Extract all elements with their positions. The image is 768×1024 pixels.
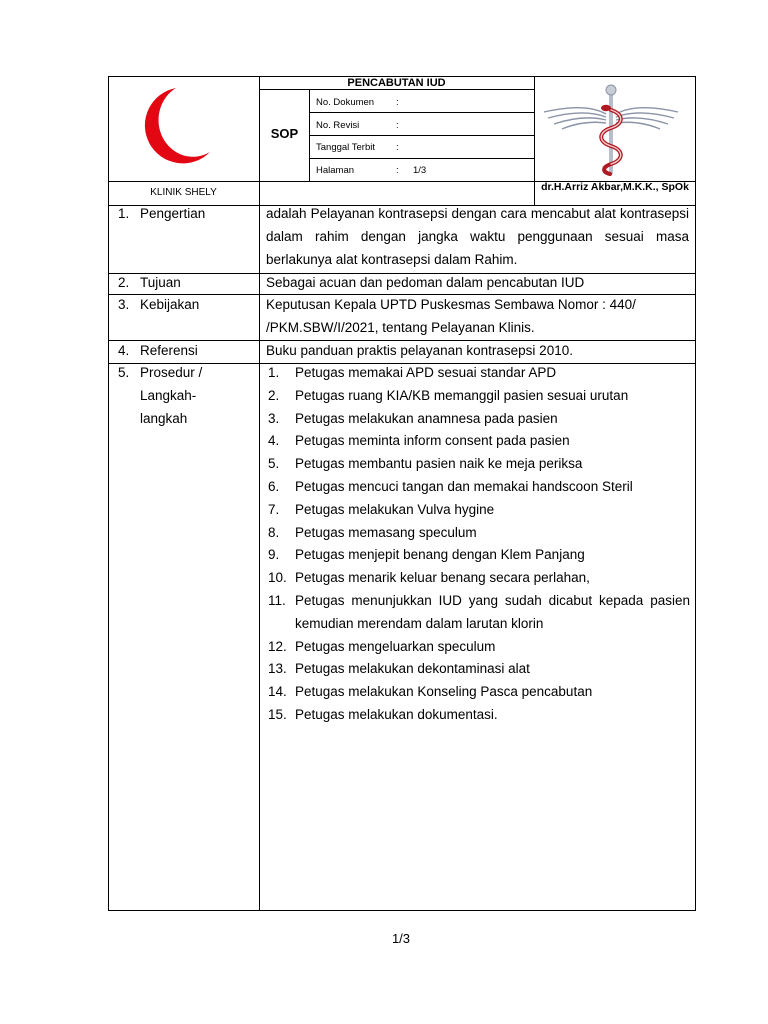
step-number: 14. <box>268 684 287 700</box>
step-text: Petugas melakukan anamnesa pada pasien <box>295 410 558 426</box>
table-border-right <box>695 76 696 911</box>
section-text-pengertian: adalah Pelayanan kontrasepsi dengan cara mencabut alat kontrasepsi dalam rahim dengan jangka waktu penggunaan sesuai masa berlakunya alat kontrasepsi dalam Rahim. <box>266 206 689 267</box>
meta-label: Tanggal Terbit <box>316 142 375 153</box>
table-border-bottom <box>108 910 696 911</box>
section-number: 1. <box>118 206 130 221</box>
sop-label: SOP <box>270 126 299 141</box>
section-number: 5. <box>118 365 130 380</box>
step-text: Petugas menarik keluar benang secara perlahan, <box>295 570 590 586</box>
list-item <box>266 636 690 659</box>
signatory-name: dr.H.Arriz Akbar,M.K.K., SpOk <box>541 181 689 193</box>
step-number: 10. <box>268 570 287 586</box>
step-number: 3. <box>268 410 280 426</box>
step-number: 8. <box>268 524 280 540</box>
header-line <box>309 89 310 181</box>
list-item <box>266 430 690 453</box>
list-item <box>266 499 690 522</box>
step-text: Petugas menunjukkan IUD yang sudah dicabut kepada pasien kemudian merendam dalam larutan klorin <box>295 593 690 631</box>
step-text: Petugas membantu pasien naik ke meja periksa <box>295 456 583 472</box>
meta-label: No. Revisi <box>316 120 360 131</box>
step-number: 13. <box>268 661 287 677</box>
document-title: PENCABUTAN IUD <box>347 77 446 89</box>
label-line: Prosedur / <box>140 365 203 380</box>
section-text-referensi: Buku panduan praktis pelayanan kontrasepsi 2010. <box>266 343 573 358</box>
step-number: 12. <box>268 638 287 654</box>
step-text: Petugas melakukan Konseling Pasca pencabutan <box>295 684 593 700</box>
meta-sep: : <box>396 120 399 131</box>
header-line <box>309 158 534 159</box>
list-item <box>266 544 690 567</box>
red-crescent-icon <box>130 84 220 164</box>
meta-value-halaman: 1/3 <box>413 165 427 176</box>
section-label-referensi: Referensi <box>140 343 198 358</box>
step-number: 4. <box>268 433 280 449</box>
meta-sep: : <box>396 142 399 153</box>
clinic-name: KLINIK SHELY <box>150 187 217 198</box>
section-text-tujuan: Sebagai acuan dan pedoman dalam pencabutan IUD <box>266 275 585 290</box>
section-label-prosedur <box>140 362 202 430</box>
list-item <box>266 658 690 681</box>
section-number: 3. <box>118 297 130 312</box>
section-text-kebijakan: Keputusan Kepala UPTD Puskesmas Sembawa Nomor : 440/ /PKM.SBW/I/2021, tentang Pelayanan Klinis. <box>266 297 636 335</box>
step-text: Petugas meminta inform consent pada pasien <box>295 433 570 449</box>
section-label-kebijakan: Kebijakan <box>140 297 200 312</box>
step-text: Petugas melakukan Vulva hygine <box>295 501 495 517</box>
step-text: Petugas mencuci tangan dan memakai handscoon Steril <box>295 479 633 494</box>
step-number: 9. <box>268 547 280 563</box>
list-item <box>266 522 690 545</box>
header-line <box>309 112 534 113</box>
step-text: Petugas melakukan dekontaminasi alat <box>295 661 530 677</box>
step-number: 15. <box>268 707 287 722</box>
meta-sep: : <box>396 97 399 108</box>
medical-logo <box>540 80 682 178</box>
step-text: Petugas melakukan dokumentasi. <box>295 707 498 722</box>
list-item <box>266 567 690 590</box>
step-number: 11. <box>268 593 286 608</box>
list-item <box>266 385 690 408</box>
step-number: 2. <box>268 387 280 403</box>
step-number: 7. <box>268 501 280 517</box>
step-number: 5. <box>268 456 280 472</box>
step-text: Petugas ruang KIA/KB memanggil pasien sesuai urutan <box>295 387 629 403</box>
section-number: 4. <box>118 343 130 358</box>
header-line <box>309 135 534 136</box>
meta-sep: : <box>396 165 399 176</box>
list-item <box>266 704 690 727</box>
clinic-logo <box>130 84 220 164</box>
list-item <box>266 453 690 476</box>
step-text: Petugas memakai APD sesuai standar APD <box>295 365 557 380</box>
meta-label: Halaman <box>316 165 355 176</box>
step-number: 6. <box>268 479 280 494</box>
label-line: Langkah- <box>140 387 197 403</box>
step-text: Petugas mengeluarkan speculum <box>295 638 496 654</box>
list-item <box>266 476 690 499</box>
meta-label: No. Dokumen <box>316 97 375 108</box>
table-border-left <box>108 76 109 911</box>
label-line: langkah <box>140 410 188 426</box>
section-label-tujuan: Tujuan <box>140 275 181 290</box>
step-text: Petugas menjepit benang dengan Klem Panjang <box>295 547 585 563</box>
list-item <box>266 408 690 431</box>
list-item <box>266 681 690 704</box>
step-number: 1. <box>268 365 280 380</box>
list-item <box>266 362 690 385</box>
list-item <box>266 590 690 636</box>
section-label-pengertian: Pengertian <box>140 206 206 221</box>
step-text: Petugas memasang speculum <box>295 524 477 540</box>
column-divider <box>259 76 260 911</box>
caduceus-icon <box>540 80 682 178</box>
section-number: 2. <box>118 275 130 290</box>
page-number: 1/3 <box>391 931 411 946</box>
